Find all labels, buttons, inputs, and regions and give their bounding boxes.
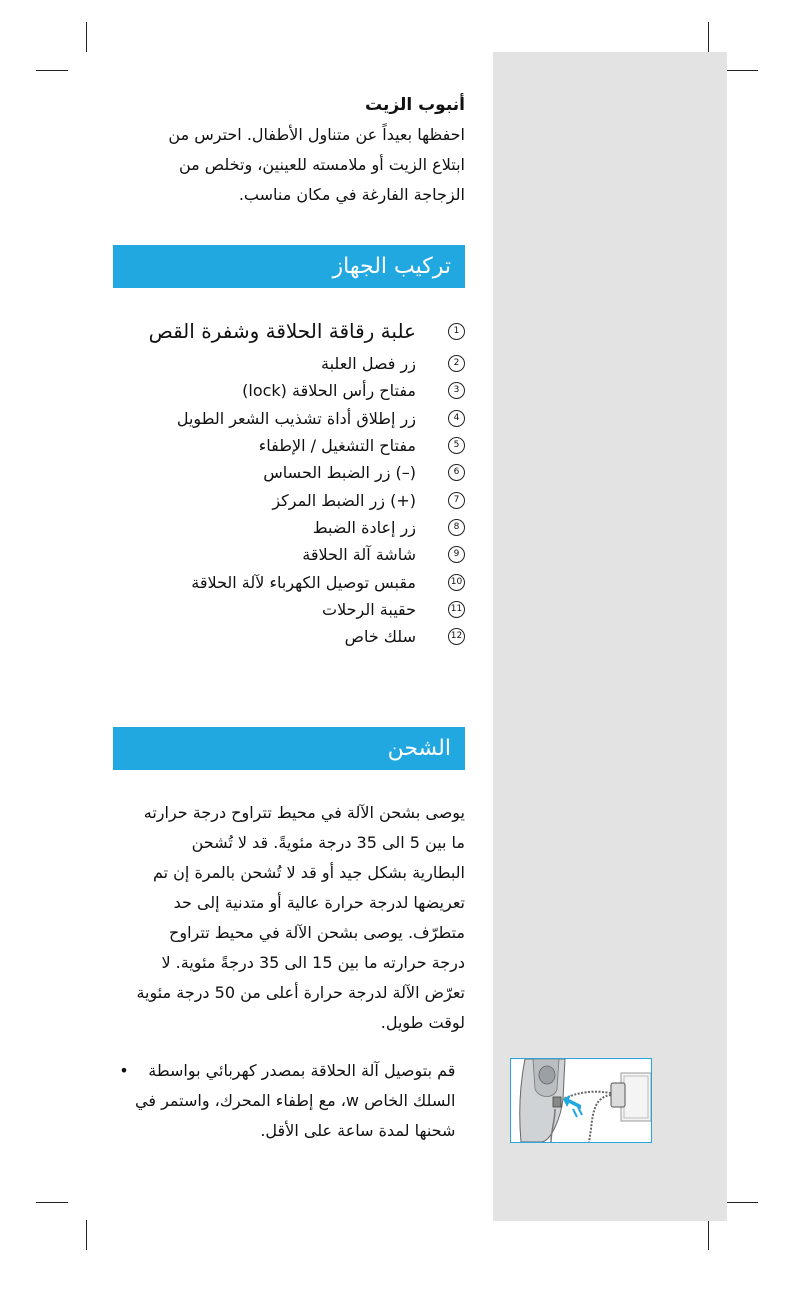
instruction-text [135,1056,455,1146]
text-line: ابتلاع الزيت أو ملامسته للعينين، وتخلص من [178,155,465,174]
charging-heading: الشحن [113,727,465,770]
text-line: الزجاجة الفارغة في مكان مناسب. [238,185,465,204]
part-label: مفتاح رأس الحلاقة (lock) [242,381,416,401]
number-badge: 4 [448,410,465,427]
part-label: (–) زر الضبط الحساس [263,463,416,483]
text-line: شحنها لمدة ساعة على الأقل. [260,1121,456,1140]
number-badge: 8 [448,519,465,536]
list-item [113,541,465,568]
crop-mark [708,22,709,52]
shaver-plug-icon [511,1059,651,1142]
crop-mark [86,22,87,52]
bullet-icon: • [119,1061,129,1080]
part-label: سلك خاص [344,627,416,647]
number-badge: 11 [448,601,465,618]
crop-mark [36,70,68,71]
list-item [113,514,465,541]
part-label: شاشة آلة الحلاقة [302,545,416,565]
number-badge: 7 [448,492,465,509]
text-line: البطارية بشكل جيد أو قد لا تُشحن بالمرة إن تم [152,863,465,882]
number-badge: 1 [448,323,465,340]
text-line: يوصى بشحن الآلة في محيط تتراوح درجة حرارته [143,803,465,822]
list-item [113,623,465,650]
list-item [113,568,465,595]
part-label: مفتاح التشغيل / الإطفاء [258,436,416,456]
part-label: زر فصل العلبة [320,354,416,374]
assembly-heading: تركيب الجهاز [113,245,465,288]
list-item [113,459,465,486]
list-item [113,486,465,513]
part-label: (+) زر الضبط المركز [272,490,416,510]
part-label: حقيبة الرحلات [322,599,416,619]
list-item [113,405,465,432]
parts-list [113,312,465,650]
text-line: قم بتوصيل آلة الحلاقة بمصدر كهربائي بواسطة [148,1061,456,1080]
text-line: احفظها بعيداً عن متناول الأطفال. احترس من [168,125,465,144]
text-line: ما بين 5 الى 35 درجة مئويةً. قد لا تُشحن [191,833,465,852]
crop-mark [708,1220,709,1250]
charging-instruction [113,1056,465,1146]
number-badge: 6 [448,464,465,481]
text-line: لوقت طويل. [380,1013,465,1032]
crop-mark [726,1202,758,1203]
part-label: مقبس توصيل الكهرباء لآلة الحلاقة [191,572,416,592]
text-line: تعريضها لدرجة حرارة عالية أو متدنية إلى حد [173,893,465,912]
number-badge: 9 [448,546,465,563]
list-item [113,596,465,623]
number-badge: 3 [448,382,465,399]
part-label: زر إعادة الضبط [312,517,416,537]
text-line: متطرّف. يوصى بشحن الآلة في محيط تتراوح [169,923,465,942]
oil-tube-title: أنبوب الزيت [365,95,465,115]
shaver-charging-illustration [510,1058,652,1143]
crop-mark [36,1202,68,1203]
crop-mark [726,70,758,71]
number-badge: 12 [448,628,465,645]
number-badge: 2 [448,355,465,372]
charging-text [113,798,465,1038]
list-item [113,432,465,459]
text-line: تعرّض الآلة لدرجة حرارة أعلى من 50 درجة مئوية [136,983,465,1002]
oil-tube-section [113,94,465,210]
side-panel [493,52,727,1221]
part-label: علبة رقاقة الحلاقة وشفرة القص [148,319,416,343]
list-item [113,350,465,377]
number-badge: 5 [448,437,465,454]
number-badge: 10 [448,574,465,591]
list-item [113,312,465,350]
part-label: زر إطلاق أداة تشذيب الشعر الطويل [176,408,416,428]
text-line: السلك الخاص w، مع إطفاء المحرك، واستمر في [135,1091,456,1110]
oil-tube-text [113,120,465,210]
text-line: درجة حرارته ما بين 15 الى 35 درجةً مئوية. لا [161,953,465,972]
crop-mark [86,1220,87,1250]
list-item [113,377,465,404]
